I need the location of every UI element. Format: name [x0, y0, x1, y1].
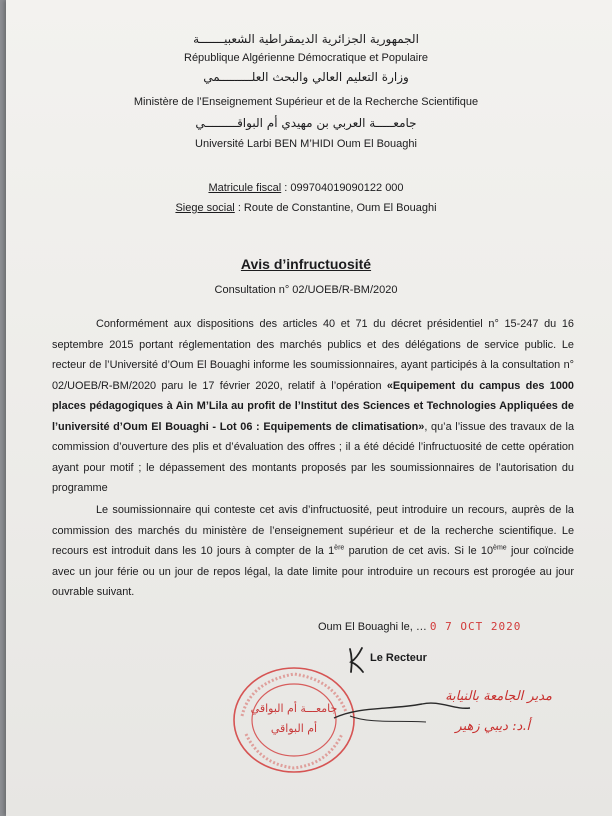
matricule-fiscal: [0, 182, 612, 194]
svg-text:أم البواقي: أم البواقي: [270, 722, 318, 735]
paragraph-2: [52, 500, 574, 603]
place-label: Oum El Bouaghi le, …: [318, 621, 427, 633]
ministry-arabic: وزارة التعليم العالي والبحث العلـــــــــمي: [203, 70, 409, 84]
paragraph-1-text-a: Conformément aux dispositions des articles 40 et 71 du décret présidentiel n° 15-247 du 16 septembre 2015 portant réglementation des marchés publics et des délégations de service public. Le recteur de l’Université d’Oum El Bouaghi informe les soumissionnaires, ayant participés à la consultation n° 02/UOEB/R-BM/2020 paru le 17 février 2020, relatif à l’opération: [52, 318, 574, 392]
paragraph-2-text-a: Le soumissionnaire qui conteste cet avis d’infructuosité, peut introduire un recours, auprès de la commission des marchés du ministère de l’enseignement supérieur et de la recherche scientifique. Le recours est introduit dans les 10 jours à compter de la 1: [52, 504, 574, 557]
university-arabic: جامعـــــة العربي بن مهيدي أم البواقـــــــــي: [195, 116, 417, 130]
sup-tenth: ème: [493, 544, 507, 552]
siege-value: : Route de Constantine, Oum El Bouaghi: [234, 202, 437, 214]
place-date-line: [318, 620, 521, 633]
republic-french: République Algérienne Démocratique et Populaire: [184, 52, 428, 64]
siege-social: [0, 202, 612, 214]
ministry-french: Ministère de l’Enseignement Supérieur et de la Recherche Scientifique: [133, 96, 479, 108]
matricule-value: : 099704019090122 000: [281, 182, 404, 194]
date-stamp: 0 7 OCT 2020: [429, 620, 522, 633]
rector-signature: [330, 680, 560, 750]
paragraph-2-text-c: jour coïncide avec un jour férie ou un jour de repos légal, la date limite pour introduire un recours est prorogée au jour ouvrable suivant.: [52, 545, 574, 598]
paragraph-1: [52, 314, 574, 499]
matricule-label: Matricule fiscal: [208, 182, 282, 194]
signature-name: أ.د: ديبي زهير: [455, 719, 530, 734]
sup-first: ère: [334, 544, 345, 552]
paragraph-1-text-b: , qu’a l’issue des travaux de la commission d’ouverture des plis et d’évaluation des offres ; il a été décidé l’infructuosité de cette opération ayant pour motif ; le dépassement des montants proposés par les soumissionnaires de l’autorisation du programme: [52, 420, 574, 494]
republic-arabic: الجمهورية الجزائرية الديمقراطية الشعبيـــــــة: [193, 32, 419, 46]
university-french: Université Larbi BEN M’HIDI Oum El Bouaghi: [195, 138, 417, 150]
signatory-title: Le Recteur: [370, 652, 427, 664]
consultation-number: Consultation n° 02/UOEB/R-BM/2020: [214, 284, 398, 296]
notice-title: Avis d’infructuosité: [240, 256, 372, 272]
siege-label: Siege social: [175, 202, 235, 214]
stamp-text: جامعـــة أم البواقي: [250, 702, 338, 715]
paragraph-2-text-b: parution de cet avis. Si le 10: [344, 545, 494, 557]
paragraph-1-operation: «Equipement du campus des 1000 places pédagogiques à Ain M’Lila au profit de l’Institut des Sciences et Technologies Appliquées de l’université d’Oum El Bouaghi - Lot 06 : Equipements de climatisation»: [52, 379, 574, 433]
signature-role: مدير الجامعة بالنيابة: [445, 689, 552, 704]
